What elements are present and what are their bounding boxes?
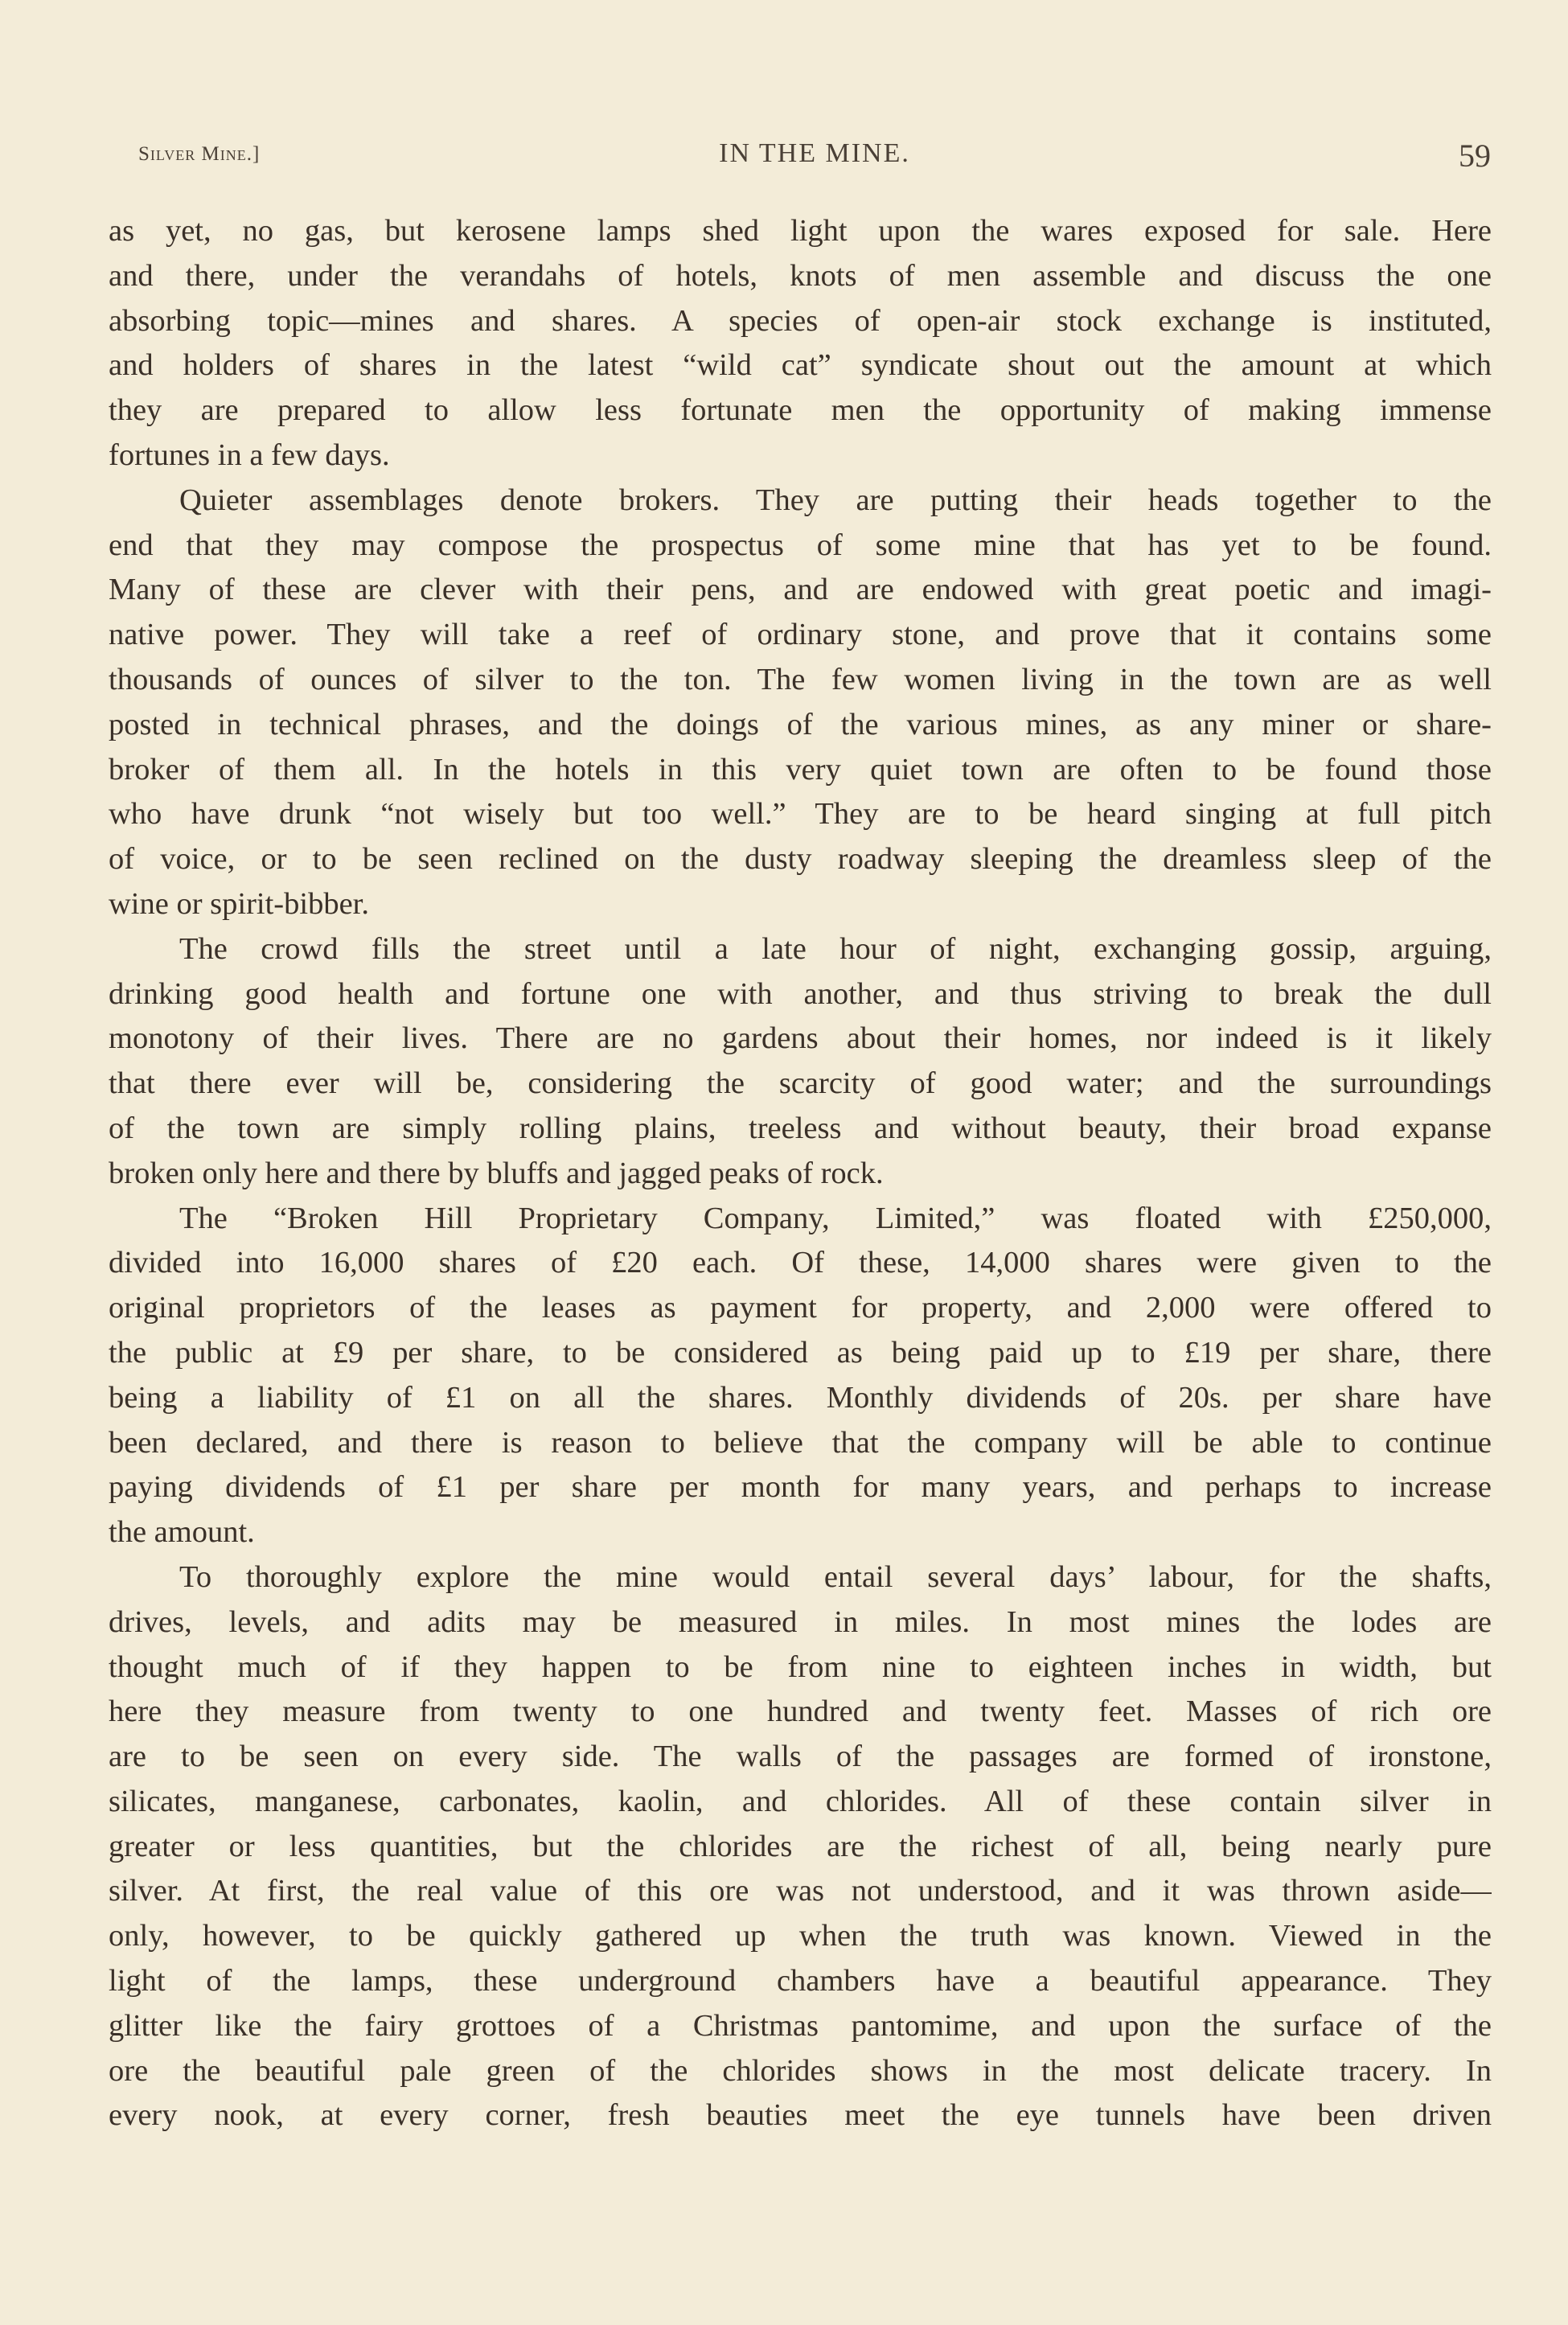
text-line: The “Broken Hill Proprietary Company, Limited,” was floated with £250,000, bbox=[179, 1201, 1492, 1235]
text-line: greater or less quantities, but the chlorides are the richest of all, being nearly pure bbox=[109, 1829, 1492, 1863]
text-line: thousands of ounces of silver to the ton. The few women living in the town are as well bbox=[109, 662, 1492, 696]
body-text bbox=[109, 209, 1492, 2138]
text-line: drives, levels, and adits may be measured in miles. In most mines the lodes are bbox=[109, 1604, 1492, 1639]
text-line: Quieter assemblages denote brokers. They are putting their heads together to the bbox=[179, 483, 1492, 517]
text-line: as yet, no gas, but kerosene lamps shed light upon the wares exposed for sale. Here bbox=[109, 214, 1492, 248]
text-line: absorbing topic—mines and shares. A species of open-air stock exchange is instituted, bbox=[109, 303, 1492, 338]
text-line: silicates, manganese, carbonates, kaolin, and chlorides. All of these contain silver in bbox=[109, 1784, 1492, 1818]
text-line: divided into 16,000 shares of £20 each. Of these, 14,000 shares were given to the bbox=[109, 1246, 1492, 1280]
text-line: only, however, to be quickly gathered up when the truth was known. Viewed in the bbox=[109, 1919, 1492, 1953]
text-line: of the town are simply rolling plains, treeless and without beauty, their broad expanse bbox=[109, 1111, 1492, 1145]
text-line: that there ever will be, considering the scarcity of good water; and the surroundings bbox=[109, 1066, 1492, 1101]
text-line: silver. At first, the real value of this ore was not understood, and it was thrown aside— bbox=[109, 1874, 1492, 1908]
text-line: broken only here and there by bluffs and jagged peaks of rock. bbox=[109, 1156, 884, 1190]
text-line: the amount. bbox=[109, 1515, 255, 1550]
text-line: paying dividends of £1 per share per month for many years, and perhaps to increase bbox=[109, 1470, 1492, 1505]
text-line: wine or spirit-bibber. bbox=[109, 886, 369, 921]
text-line: drinking good health and fortune one with another, and thus striving to break the dull bbox=[109, 976, 1492, 1011]
text-line: thought much of if they happen to be from nine to eighteen inches in width, but bbox=[109, 1649, 1492, 1684]
text-line: they are prepared to allow less fortunate men the opportunity of making immense bbox=[109, 393, 1492, 428]
text-line: To thoroughly explore the mine would entail several days’ labour, for the shafts, bbox=[179, 1559, 1492, 1594]
text-line: of voice, or to be seen reclined on the dusty roadway sleeping the dreamless sleep of the bbox=[109, 842, 1492, 877]
text-line: being a liability of £1 on all the shares. Monthly dividends of 20s. per share have bbox=[109, 1380, 1492, 1415]
text-line: who have drunk “not wisely but too well.” They are to be heard singing at full pitch bbox=[109, 797, 1492, 832]
text-line: end that they may compose the prospectus of some mine that has yet to be found. bbox=[109, 528, 1492, 562]
running-head bbox=[138, 137, 1491, 185]
text-line: are to be seen on every side. The walls of the passages are formed of ironstone, bbox=[109, 1740, 1492, 1774]
text-line: been declared, and there is reason to believe that the company will be able to continue bbox=[109, 1425, 1492, 1460]
text-line: light of the lamps, these underground chambers have a beautiful appearance. They bbox=[109, 1964, 1492, 1998]
text-line: Many of these are clever with their pens, and are endowed with great poetic and imagi- bbox=[109, 573, 1492, 607]
running-head-section: Silver Mine.] bbox=[138, 143, 261, 165]
text-line: The crowd fills the street until a late hour of night, exchanging gossip, arguing, bbox=[179, 931, 1492, 966]
text-line: the public at £9 per share, to be considered as being paid up to £19 per share, there bbox=[109, 1335, 1492, 1370]
running-head-chapter-title: IN THE MINE. bbox=[719, 138, 910, 168]
text-line: glitter like the fairy grottoes of a Christmas pantomime, and upon the surface of the bbox=[109, 2008, 1492, 2043]
text-line: original proprietors of the leases as payment for property, and 2,000 were offered to bbox=[109, 1291, 1492, 1325]
text-line: and there, under the verandahs of hotels, knots of men assemble and discuss the one bbox=[109, 258, 1492, 293]
text-line: every nook, at every corner, fresh beauties meet the eye tunnels have been driven bbox=[109, 2098, 1492, 2133]
text-line: native power. They will take a reef of ordinary stone, and prove that it contains some bbox=[109, 618, 1492, 652]
page-number: 59 bbox=[1459, 138, 1491, 174]
text-line: and holders of shares in the latest “wild cat” syndicate shout out the amount at which bbox=[109, 348, 1492, 383]
text-line: posted in technical phrases, and the doings of the various mines, as any miner or share- bbox=[109, 707, 1492, 741]
text-line: ore the beautiful pale green of the chlorides shows in the most delicate tracery. In bbox=[109, 2053, 1492, 2088]
text-line: broker of them all. In the hotels in this very quiet town are often to be found those bbox=[109, 752, 1492, 787]
text-line: monotony of their lives. There are no gardens about their homes, nor indeed is it likely bbox=[109, 1021, 1492, 1056]
text-line: fortunes in a few days. bbox=[109, 437, 390, 472]
text-line: here they measure from twenty to one hundred and twenty feet. Masses of rich ore bbox=[109, 1694, 1492, 1729]
